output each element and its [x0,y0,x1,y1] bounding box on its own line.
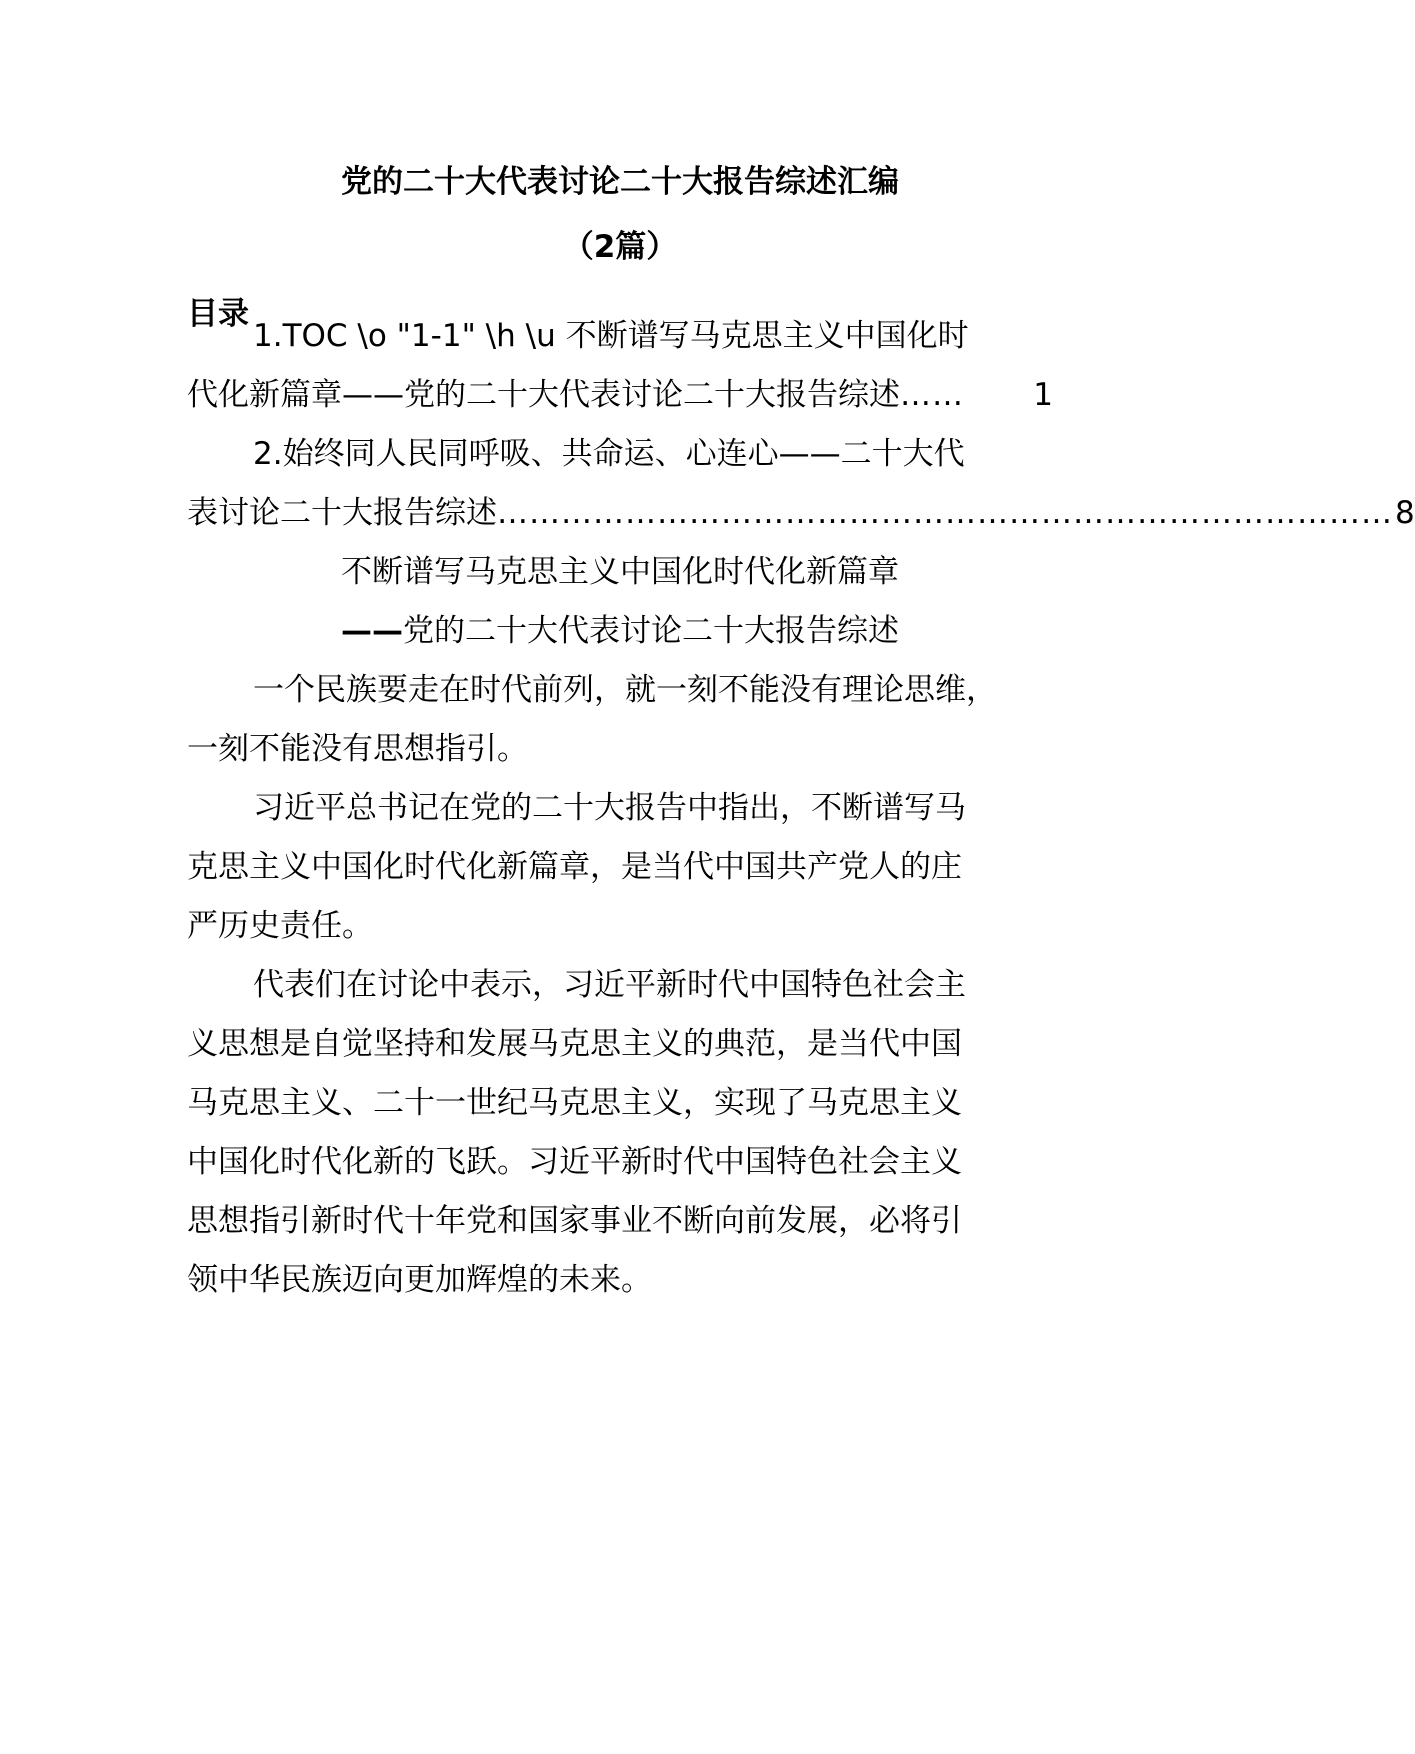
paragraph-3-line-3: 马克思主义、二十一世纪马克思主义，实现了马克思主义 [187,1085,962,1121]
article-subtitle [0,611,1240,651]
document-title: 党的二十大代表讨论二十大报告综述汇编 [341,164,899,200]
toc-entry-2-leader: ………………………………………………………………………… [497,495,1393,531]
toc-entry-2-line-1: 2.始终同人民同呼吸、共命运、心连心——二十大代 [253,436,965,472]
toc-entry-1-leader: …… [900,377,964,413]
toc-entry-1-line-1: 1.TOC \o "1-1" \h \u 不断谱写马克思主义中国化时 [253,318,969,354]
paragraph-2-line-2: 克思主义中国化时代化新篇章，是当代中国共产党人的庄 [187,849,962,885]
toc-entry-2-page: 8 [1395,495,1415,531]
article-subtitle-dash: —— [341,613,403,649]
paragraph-3-line-4: 中国化时代化新的飞跃。习近平新时代中国特色社会主义 [187,1144,962,1180]
toc-entry-1-text: 代化新篇章——党的二十大代表讨论二十大报告综述 [187,377,900,413]
document-subtitle: （2篇） [562,229,678,265]
paragraph-1-line-1: 一个民族要走在时代前列，就一刻不能没有理论思维， [253,672,997,708]
toc-entry-2-text: 表讨论二十大报告综述 [187,495,497,531]
paragraph-2-line-3: 严历史责任。 [187,908,373,944]
toc-entry-1-page: 1 [1033,377,1053,413]
article-subtitle-text: 党的二十大代表讨论二十大报告综述 [403,613,899,649]
paragraph-3-line-5: 思想指引新时代十年党和国家事业不断向前发展，必将引 [187,1203,962,1239]
paragraph-3-line-2: 义思想是自觉坚持和发展马克思主义的典范，是当代中国 [187,1026,962,1062]
paragraph-2-line-1: 习近平总书记在党的二十大报告中指出，不断谱写马 [253,790,966,826]
article-title: 不断谱写马克思主义中国化时代化新篇章 [341,554,899,590]
toc-heading: 目录 [187,296,249,332]
paragraph-1-line-2: 一刻不能没有思想指引。 [187,731,528,767]
toc-entry-2-line-2 [187,493,1415,533]
toc-entry-1-line-2 [187,375,1053,415]
paragraph-3-line-1: 代表们在讨论中表示，习近平新时代中国特色社会主 [253,967,966,1003]
paragraph-3-line-6: 领中华民族迈向更加辉煌的未来。 [187,1262,652,1298]
